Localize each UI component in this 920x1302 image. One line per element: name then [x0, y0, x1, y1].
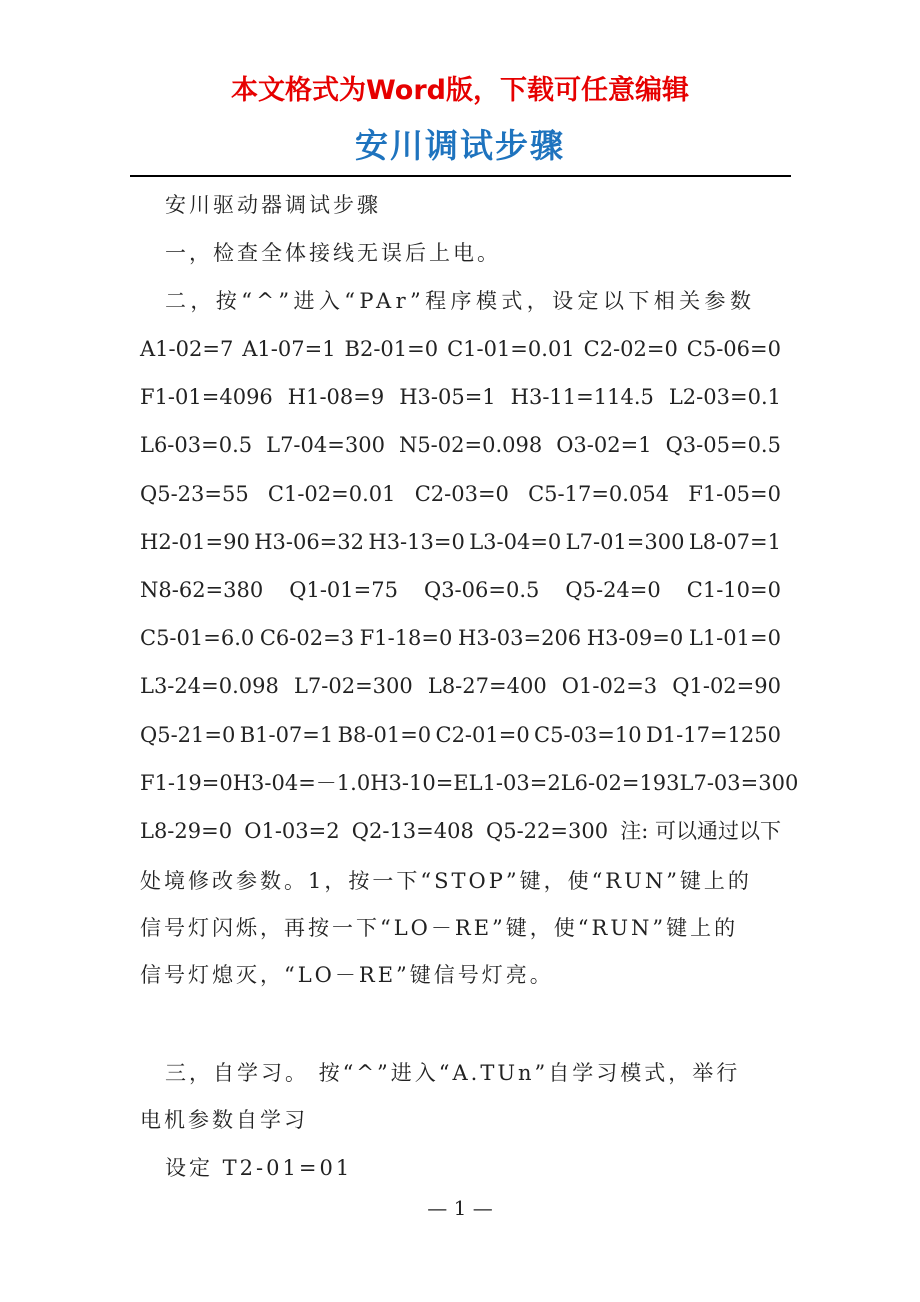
parameter-item: L7-01=300 [565, 530, 685, 554]
parameter-item: O3-02=1 [556, 433, 652, 457]
parameter-row [140, 768, 799, 798]
parameter-item: B1-07=1 [239, 723, 334, 747]
note-line-1: 处境修改参数。1，按一下“STOP”键，使“RUN”键上的 [140, 869, 752, 893]
parameter-item: L1-01=0 [688, 626, 781, 650]
parameter-row [140, 334, 781, 364]
note-line-2: 信号灯闪烁，再按一下“LO－RE”键，使“RUN”键上的 [140, 916, 739, 940]
parameter-item: H2-01=90 [140, 530, 250, 554]
parameter-item: D1-17=1250 [645, 723, 781, 747]
parameter-item: B8-01=0 [337, 723, 432, 747]
parameter-item: C1-10=0 [686, 578, 781, 602]
parameter-item: F1-18=0 [359, 626, 453, 650]
parameter-item: Q1-01=75 [289, 578, 398, 602]
parameter-item: H1-08=9 [287, 385, 385, 409]
step-1-line: 一，检查全体接线无误后上电。 [165, 241, 501, 265]
note-line-3: 信号灯熄灭，“LO－RE”键信号灯亮。 [140, 963, 554, 987]
parameter-item: L7-04=300 [266, 433, 385, 457]
parameter-row [140, 430, 781, 460]
parameter-item: C6-02=3 [259, 626, 355, 650]
parameter-item: C5-01=6.0 [140, 626, 255, 650]
page-number: — 1 — [427, 1196, 493, 1220]
parameter-item: L8-27=400 [427, 674, 547, 698]
title-divider [130, 175, 791, 177]
parameter-item: Q5-22=300 [486, 819, 609, 843]
heading-line: 安川驱动器调试步骤 [165, 193, 381, 217]
parameter-item: Q5-21=0 [140, 723, 236, 747]
parameter-row [140, 623, 781, 653]
parameter-item: C5-06=0 [686, 337, 781, 361]
parameter-row [140, 671, 781, 701]
parameter-item: H3-05=1 [399, 385, 496, 409]
parameter-item: L3-04=0 [469, 530, 562, 554]
parameter-item: F1-01=4096 [140, 385, 273, 409]
parameter-item: L7-03=300 [679, 771, 799, 795]
step-3-line-2: 电机参数自学习 [140, 1108, 308, 1132]
parameter-item: L1-03=2 [468, 771, 561, 795]
parameter-item: H3-13=0 [368, 530, 465, 554]
parameter-item: C2-01=0 [435, 723, 530, 747]
step-3-line-1: 三，自学习。 按“^”进入“A.TUn”自学习模式，举行 [165, 1061, 741, 1085]
parameter-row [140, 816, 781, 846]
parameter-item: L8-07=1 [688, 530, 781, 554]
parameter-item: L6-03=0.5 [140, 433, 253, 457]
setting-line: 设定 T2-01=01 [165, 1156, 353, 1180]
doc-banner: 本文格式为Word版，下载可任意编辑 [230, 75, 689, 106]
parameter-item: H3-03=206 [458, 626, 582, 650]
parameter-row [140, 575, 781, 605]
parameter-item: L7-02=300 [293, 674, 413, 698]
parameter-item: C2-02=0 [583, 337, 678, 361]
parameter-item: Q3-06=0.5 [423, 578, 540, 602]
parameter-item: Q1-02=90 [672, 674, 781, 698]
parameter-item: F1-05=0 [688, 482, 781, 506]
parameter-item: C1-02=0.01 [267, 482, 396, 506]
parameter-item: O1-02=3 [561, 674, 658, 698]
parameter-item: C2-03=0 [414, 482, 509, 506]
parameter-item: H3-11=114.5 [510, 385, 654, 409]
parameter-item: F1-19=0 [140, 771, 233, 795]
parameter-item: O1-03=2 [244, 819, 340, 843]
parameter-item: L6-02=193 [560, 771, 680, 795]
parameter-item: L2-03=0.1 [668, 385, 781, 409]
parameter-item: B2-01=0 [344, 337, 439, 361]
parameter-item: 注: 可以通过以下 [620, 819, 781, 843]
parameter-item: N5-02=0.098 [398, 433, 543, 457]
parameter-item: C5-17=0.054 [528, 482, 670, 506]
parameter-item: Q5-24=0 [565, 578, 661, 602]
parameter-item: Q3-05=0.5 [665, 433, 781, 457]
parameter-item: H3-10=E [370, 771, 469, 795]
parameter-row [140, 479, 781, 509]
parameter-item: N8-62=380 [140, 578, 264, 602]
parameter-item: H3-09=0 [586, 626, 684, 650]
doc-title: 安川调试步骤 [355, 126, 565, 165]
parameter-item: Q5-23=55 [140, 482, 249, 506]
step-2-line: 二，按“^”进入“PAr”程序模式，设定以下相关参数 [165, 289, 756, 313]
parameter-item: A1-07=1 [242, 337, 336, 361]
parameter-item: Q2-13=408 [351, 819, 474, 843]
parameter-item: C5-03=10 [534, 723, 642, 747]
parameter-item: H3-06=32 [254, 530, 364, 554]
parameter-item: L3-24=0.098 [140, 674, 279, 698]
parameter-row [140, 720, 781, 750]
parameter-item: C1-01=0.01 [447, 337, 575, 361]
parameter-row [140, 527, 781, 557]
parameter-item: H3-04=－1.0 [232, 771, 371, 795]
parameter-row [140, 382, 781, 412]
parameter-item: L8-29=0 [140, 819, 233, 843]
parameter-item: A1-02=7 [140, 337, 234, 361]
